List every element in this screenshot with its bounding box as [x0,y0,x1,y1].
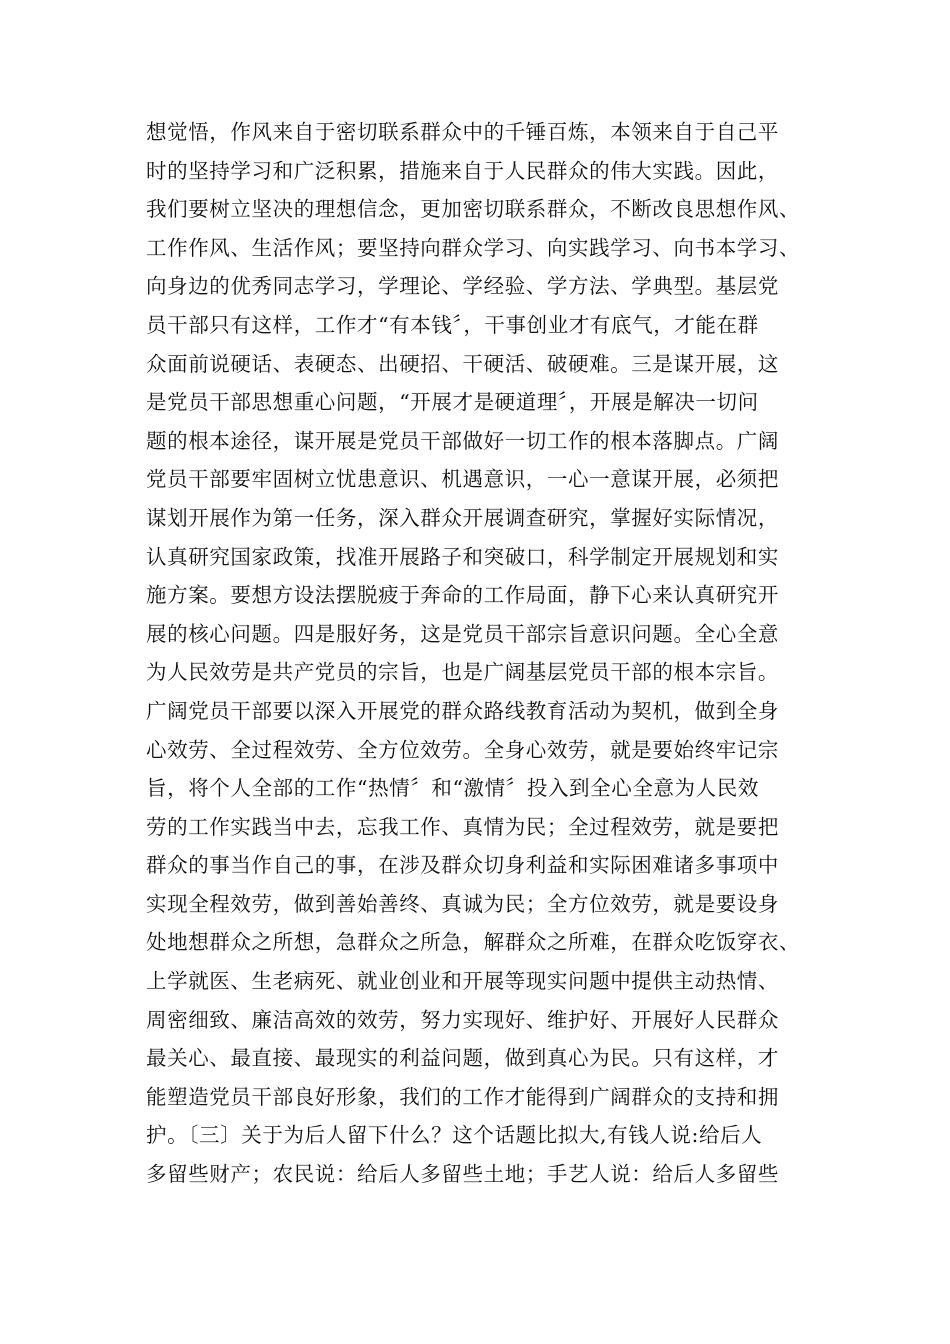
text-line: 想觉悟，作风来自于密切联系群众中的千锤百炼，本领来自于自己平 [146,120,779,144]
text-line: 我们要树立坚决的理想信念，更加密切联系群众，不断改良思想作风、 [146,197,801,222]
text-line: 为人民效劳是共产党员的宗旨，也是广阔基层党员干部的根本宗旨。 [146,660,779,685]
text-line: 施方案。要想方设法摆脱疲于奔命的工作局面，静下心来认真研究开 [146,583,779,608]
text-line: 工作作风、生活作风；要坚持向群众学习、向实践学习、向书本学习、 [146,235,801,260]
body-text [146,113,816,1194]
text-line: 认真研究国家政策，找准开展路子和突破口，科学制定开展规划和实 [146,544,779,569]
text-line: 能塑造党员干部良好形象，我们的工作才能得到广阔群众的支持和拥 [146,1084,779,1109]
text-line: 党员干部要牢固树立忧患意识、机遇意识，一心一意谋开展，必须把 [146,467,779,492]
text-line: 上学就医、生老病死、就业创业和开展等现实问题中提供主动热情、 [146,969,779,994]
text-line: 谋划开展作为第一任务，深入群众开展调查研究，掌握好实际情况， [146,505,779,530]
text-line: 题的根本途径，谋开展是党员干部做好一切工作的根本落脚点。广阔 [146,428,779,453]
text-line: 时的坚持学习和广泛积累，措施来自于人民群众的伟大实践。因此， [146,158,779,183]
text-line: 实现全程效劳，做到善始善终、真诚为民；全方位效劳，就是要设身 [146,891,779,916]
text-line: 最关心、最直接、最现实的利益问题，做到真心为民。只有这样，才 [146,1046,779,1071]
text-line: 是党员干部思想重心问题，“开展才是硬道理〞，开展是解决一切问 [146,390,759,415]
text-line: 广阔党员干部要以深入开展党的群众路线教育活动为契机，做到全身 [146,698,779,723]
text-line: 心效劳、全过程效劳、全方位效劳。全身心效劳，就是要始终牢记宗 [146,737,779,762]
text-line: 员干部只有这样，工作才“有本钱〞，干事创业才有底气，才能在群 [146,312,759,337]
text-line: 处地想群众之所想，急群众之所急，解群众之所难，在群众吃饭穿衣、 [146,930,801,955]
text-line: 展的核心问题。四是服好务，这是党员干部宗旨意识问题。全心全意 [146,621,779,646]
text-line: 周密细致、廉洁高效的效劳，努力实现好、维护好、开展好人民群众 [146,1007,779,1032]
text-line: 多留些财产；农民说：给后人多留些土地；手艺人说：给后人多留些 [146,1162,779,1187]
text-line: 众面前说硬话、表硬态、出硬招、干硬活、破硬难。三是谋开展，这 [146,351,779,376]
text-line: 向身边的优秀同志学习，学理论、学经验、学方法、学典型。基层党 [146,274,779,299]
text-line: 旨，将个人全部的工作“热情〞和“激情〞投入到全心全意为人民效 [146,776,759,801]
text-line: 护。〔三〕关于为后人留下什么？这个话题比拟大,有钱人说:给后人 [146,1123,763,1148]
text-line: 群众的事当作自己的事，在涉及群众切身利益和实际困难诸多事项中 [146,853,779,878]
text-line: 劳的工作实践当中去，忘我工作、真情为民；全过程效劳，就是要把 [146,814,779,839]
